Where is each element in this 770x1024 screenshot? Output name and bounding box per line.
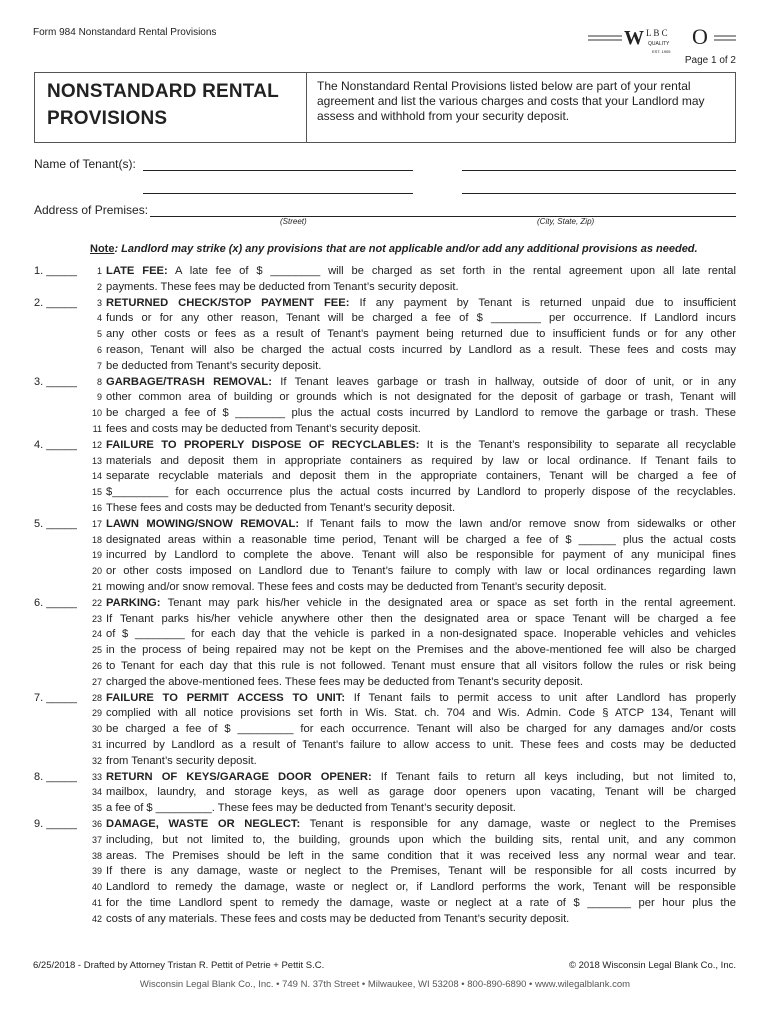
line-number: 30: [91, 724, 102, 735]
provision-text: incurred by Landlord to complete the above. Tenant will also be responsible for payment of any municipal fines: [106, 549, 736, 562]
note-label: Note: [90, 243, 115, 255]
provision-line: [88, 455, 736, 470]
tenant-label: Name of Tenant(s):: [34, 157, 136, 171]
provision-text: charged the above-mentioned fees. These fees may be deducted from Tenant’s security deposit.: [106, 675, 584, 688]
city-hint: (City, State, Zip): [537, 217, 595, 226]
provision-heading: FAILURE TO PROPERLY DISPOSE OF RECYCLABLES:: [106, 438, 420, 451]
provision-text: including, but not limited to, the building, grounds upon which the building sits, rental unit, and any common: [106, 833, 736, 846]
provision-heading: PARKING:: [106, 596, 161, 609]
line-number: 28: [91, 692, 102, 703]
provision-line: [88, 360, 736, 375]
tenant-name-field-1[interactable]: [143, 170, 413, 171]
logo-quality: QUALITY: [648, 41, 670, 47]
line-number: 14: [91, 471, 102, 482]
provision-text: any other costs or fees as a result of Tenant’s payment being returned due to insufficient funds or for any other: [106, 328, 736, 341]
line-number: 27: [91, 676, 102, 687]
line-number: 13: [91, 455, 102, 466]
provision-text: reason, Tenant will also be charged the actual costs incurred by Landlord as a result. These fees and costs may: [106, 344, 736, 356]
line-number: 1: [96, 266, 102, 276]
provision-line: [88, 644, 736, 659]
tenant-name-field-3[interactable]: [143, 193, 413, 194]
provision-line: [88, 897, 736, 912]
page-title-line2: PROVISIONS: [47, 108, 168, 129]
provision-text: GARBAGE/TRASH REMOVAL: If Tenant leaves garbage or trash in hallway, outside of door of unit, or in any: [106, 375, 736, 388]
provision-text: fees and costs may be deducted from Tenant’s security deposit.: [106, 423, 421, 435]
provision-text: designated areas within a reasonable time period, Tenant will be charged a fee of $ ______ plus the actual costs: [106, 533, 736, 546]
street-hint: (Street): [280, 217, 307, 226]
provision-line: [88, 423, 736, 438]
line-number: 12: [91, 439, 102, 450]
tenant-name-field-2[interactable]: [462, 170, 736, 171]
provision-check-field[interactable]: 1. _____: [34, 265, 77, 277]
provision-line: [88, 581, 736, 596]
line-number: 6: [96, 345, 102, 355]
provision-line: [88, 486, 736, 501]
provision-line: [88, 297, 736, 312]
provision-text: DAMAGE, WASTE OR NEGLECT: Tenant is responsible for any damage, waste or neglect to the Premises: [106, 818, 736, 830]
provision-check-field[interactable]: 9. _____: [34, 818, 77, 830]
intro-text: The Nonstandard Rental Provisions listed below are part of your rental agreement and list the various charges and costs that your Landlord may assess and withhold from your security deposit.: [317, 79, 705, 123]
logo-w: W: [624, 27, 644, 49]
line-number: 8: [96, 376, 102, 387]
provision-line: [88, 739, 736, 754]
provision-text: RETURNED CHECK/STOP PAYMENT FEE: If any payment by Tenant is returned unpaid due to insufficient: [106, 296, 736, 309]
provision-text: PARKING: Tenant may park his/her vehicle in the designated area or space as set forth in the rental agreement.: [106, 596, 736, 609]
provision-check-field[interactable]: 8. _____: [34, 770, 77, 783]
line-number: 19: [91, 550, 102, 561]
provision-line: [88, 676, 736, 691]
provision-text: from Tenant’s security deposit.: [106, 754, 257, 767]
provision-line: [88, 502, 736, 517]
provision-text: be deducted from Tenant’s security deposit.: [106, 359, 322, 372]
provision-line: [88, 913, 736, 928]
provision-text: funds or for any other reason, Tenant will be charged a fee of $ ________ per occurrence. If Landlord incurs: [106, 312, 736, 325]
provision-line: [88, 628, 736, 643]
line-number: 23: [91, 613, 102, 624]
provision-text: in the process of being repaired may not be kept on the Premises and the above-mentioned fee will also be charged: [106, 644, 736, 657]
provision-text: If Tenant parks his/her vehicle anywhere other then the designated area or space Tenant will be charged a fee: [106, 612, 736, 625]
provision-text: be charged a fee of $ ________ plus the actual costs incurred by Landlord to remove the garbage or trash. These: [106, 407, 736, 420]
line-number: 15: [91, 487, 102, 498]
line-number: 18: [91, 534, 102, 545]
provision-text: incurred by Landlord as a result of Tenant’s failure to allow access to unit. These fees and costs may be deducted: [106, 739, 736, 751]
provision-text: mowing and/or snow removal. These fees and costs may be deducted from Tenant’s security deposit.: [106, 581, 607, 593]
provision-line: [88, 549, 736, 564]
line-number: 4: [96, 313, 102, 324]
logo-est: EST. 1905: [652, 49, 671, 54]
provision-text: LATE FEE: A late fee of $ ________ will be charged as set forth in the rental agreement upon all late rental: [106, 265, 736, 277]
provision-heading: RETURN OF KEYS/GARAGE DOOR OPENER:: [106, 770, 372, 783]
line-number: 42: [91, 913, 102, 924]
provision-line: [88, 328, 736, 343]
logo-lbc: L B C: [646, 28, 668, 38]
provision-heading: FAILURE TO PERMIT ACCESS TO UNIT:: [106, 691, 346, 704]
provision-line: [88, 660, 736, 675]
provision-line: [88, 376, 736, 391]
provision-heading: RETURNED CHECK/STOP PAYMENT FEE:: [106, 296, 350, 309]
tenant-name-field-4[interactable]: [462, 193, 736, 194]
provision-text: or other costs imposed on Landlord due to Tenant’s failure to comply with law or local ordinances regarding lawn: [106, 565, 736, 578]
provision-heading: LAWN MOWING/SNOW REMOVAL:: [106, 517, 300, 530]
line-number: 40: [91, 882, 102, 893]
page-number: Page 1 of 2: [684, 55, 736, 66]
provision-line: [88, 786, 736, 801]
provision-line: [88, 565, 736, 580]
provision-check-field[interactable]: 4. _____: [34, 438, 77, 451]
provision-line: [88, 818, 736, 833]
provision-text: FAILURE TO PROPERLY DISPOSE OF RECYCLABLES: It is the Tenant’s responsibility to separate all recyclable: [106, 438, 736, 451]
provision-text: materials and deposit them in appropriate containers as required by law or local ordinance. If Tenant fails to: [106, 454, 736, 467]
provision-line: [88, 723, 736, 738]
provision-text: mailbox, laundry, and storage keys, as well as garage door openers upon vacating, Tenant will be charged: [106, 786, 736, 799]
provision-line: [88, 265, 736, 280]
provision-heading: LATE FEE:: [106, 265, 168, 277]
provision-line: [88, 470, 736, 485]
provision-text: separate recyclable materials and deposit them in the appropriate containers, Tenant will be charged a fee of: [106, 470, 736, 483]
provision-text: If there is any damage, waste or neglect to the Premises, Tenant will be responsible for all costs incurred by: [106, 865, 736, 878]
provision-line: [88, 281, 736, 296]
provision-line: [88, 707, 736, 722]
address-field[interactable]: [150, 216, 736, 217]
logo-o: O: [692, 24, 708, 49]
form-name: Form 984 Nonstandard Rental Provisions: [33, 27, 217, 38]
line-number: 39: [91, 866, 102, 877]
line-number: 25: [91, 645, 102, 656]
provision-text: costs of any materials. These fees and costs may be deducted from Tenant’s security deposit.: [106, 912, 570, 925]
provision-text: LAWN MOWING/SNOW REMOVAL: If Tenant fails to mow the lawn and/or remove snow from sidewalks or other: [106, 517, 736, 530]
line-number: 37: [91, 834, 102, 845]
footer-copyright: © 2018 Wisconsin Legal Blank Co., Inc.: [568, 960, 736, 971]
provision-line: [88, 391, 736, 406]
line-number: 41: [91, 898, 102, 908]
provision-line: [88, 755, 736, 770]
provision-check-field[interactable]: 5. _____: [34, 517, 77, 530]
provision-line: [88, 802, 736, 817]
line-number: 35: [91, 803, 102, 814]
provision-text: of $ ________ for each day that the vehicle is parked in a non-designated space. Inoperable vehicles and vehicles: [106, 628, 736, 641]
provision-line: [88, 597, 736, 612]
provision-check-field[interactable]: 7. _____: [34, 691, 77, 704]
provision-text: to Tenant for each day that this rule is not followed. Tenant must ensure that all visitors follow the rules or risk being: [106, 660, 736, 672]
provision-line: [88, 865, 736, 880]
provision-line: [88, 518, 736, 533]
line-number: 21: [91, 582, 102, 592]
provision-line: [88, 771, 736, 786]
line-number: 26: [91, 661, 102, 671]
line-number: 20: [91, 566, 102, 577]
provision-text: complied with all notice provisions set forth in Wis. Stat. ch. 704 and Wis. Admin. Code § ATCP 134, Tenant will: [106, 707, 736, 720]
line-number: 10: [91, 408, 102, 419]
line-number: 22: [91, 597, 102, 608]
line-number: 36: [91, 819, 102, 829]
provision-line: [88, 344, 736, 359]
provision-text: for the time Landlord spent to remedy the damage, waste or neglect at a rate of $ _______ per hour plus the: [106, 897, 736, 909]
line-number: 2: [96, 281, 102, 292]
provision-text: $_________ for each occurrence plus the actual costs incurred by Landlord to properly dispose of the recyclables.: [106, 486, 736, 499]
address-label: Address of Premises:: [34, 203, 149, 217]
line-number: 3: [96, 297, 102, 308]
provision-text: be charged a fee of $ _________ for each occurrence. Tenant will also be charged for any damages and/or costs: [106, 723, 736, 736]
note: [90, 243, 698, 255]
provision-text: Landlord to remedy the damage, waste or neglect or, if Landlord performs the work, Tenant will be responsible: [106, 881, 736, 894]
line-number: 29: [91, 708, 102, 719]
provision-line: [88, 850, 736, 865]
provision-text: These fees and costs may be deducted from Tenant’s security deposit.: [106, 502, 456, 514]
line-number: 7: [96, 360, 102, 371]
provision-line: [88, 439, 736, 454]
note-text: : Landlord may strike (x) any provisions that are not applicable and/or add any additional provisions as needed.: [114, 243, 698, 255]
footer-drafted-by: 6/25/2018 - Drafted by Attorney Tristan R. Pettit of Petrie + Pettit S.C.: [33, 960, 325, 971]
line-number: 17: [91, 518, 102, 529]
provision-check-field[interactable]: 2. _____: [34, 296, 77, 309]
provision-line: [88, 312, 736, 327]
line-number: 31: [91, 740, 102, 750]
provision-heading: GARBAGE/TRASH REMOVAL:: [106, 375, 272, 388]
provision-text: a fee of $ _________. These fees may be deducted from Tenant’s security deposit.: [106, 802, 516, 815]
provision-text: FAILURE TO PERMIT ACCESS TO UNIT: If Tenant fails to permit access to unit after Landlord has properly: [106, 691, 736, 704]
page-title-line1: NONSTANDARD RENTAL: [47, 81, 279, 102]
provision-line: [88, 834, 736, 849]
provision-check-field[interactable]: 6. _____: [34, 596, 77, 609]
line-number: 33: [91, 771, 102, 782]
provision-text: other common area of building or grounds which is not designated for the deposit of garbage or trash, Tenant will: [106, 391, 736, 404]
line-number: 5: [96, 329, 102, 340]
provision-line: [88, 881, 736, 896]
provision-text: RETURN OF KEYS/GARAGE DOOR OPENER: If Tenant fails to return all keys including, but not limited to,: [106, 770, 736, 783]
line-number: 32: [91, 755, 102, 766]
line-number: 9: [96, 392, 102, 403]
title-panel: [35, 73, 307, 142]
title-box: [34, 72, 736, 143]
provision-line: [88, 613, 736, 628]
line-number: 34: [91, 787, 102, 798]
provision-heading: DAMAGE, WASTE OR NEGLECT:: [106, 818, 301, 830]
provision-line: [88, 692, 736, 707]
provision-line: [88, 534, 736, 549]
line-number: 16: [91, 503, 102, 513]
line-number: 38: [91, 850, 102, 861]
provision-line: [88, 407, 736, 422]
line-number: 11: [92, 424, 102, 434]
provision-check-field[interactable]: 3. _____: [34, 375, 77, 388]
provision-text: payments. These fees may be deducted from Tenant’s security deposit.: [106, 280, 459, 293]
line-number: 24: [91, 629, 102, 640]
footer-address: Wisconsin Legal Blank Co., Inc. • 749 N. 37th Street • Milwaukee, WI 53208 • 800-890-6890 • www.wilegalblank.com: [139, 979, 631, 990]
provision-text: areas. The Premises should be left in the same condition that it was received less any normal wear and tear.: [106, 849, 736, 862]
